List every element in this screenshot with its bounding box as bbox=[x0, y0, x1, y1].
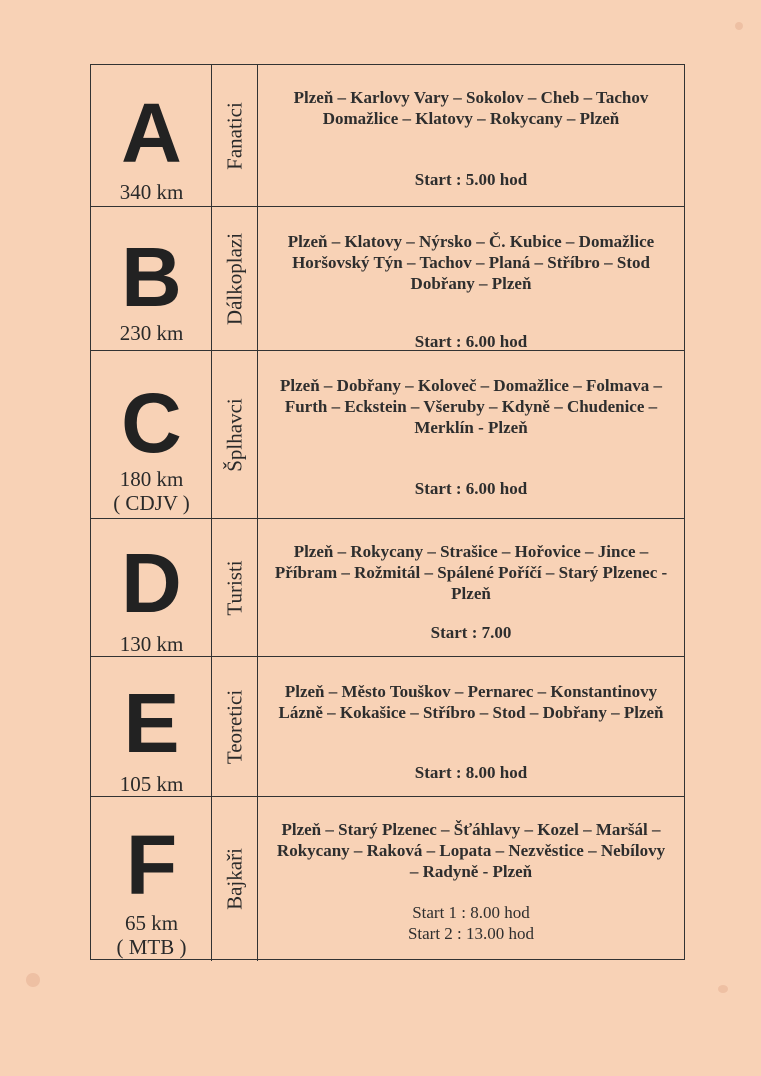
route-cell bbox=[258, 797, 684, 961]
route-letter: C bbox=[121, 376, 182, 470]
letter-cell bbox=[91, 797, 212, 961]
letter-cell bbox=[91, 657, 212, 796]
route-description: Plzeň – Klatovy – Nýrsko – Č. Kubice – Domažlice Horšovský Týn – Tachov – Planá – Stříbro – Stod Dobřany – Plzeň bbox=[287, 232, 655, 293]
route-description: Plzeň – Město Touškov – Pernarec – Konstantinovy Lázně – Kokašice – Stříbro – Stod – Dobřany – Plzeň bbox=[278, 682, 664, 722]
letter-cell bbox=[91, 207, 212, 350]
route-distance: 130 km bbox=[119, 632, 184, 656]
route-category-name: Fanatici bbox=[222, 101, 246, 170]
paper-speck bbox=[718, 985, 728, 993]
route-row-a bbox=[91, 65, 684, 207]
name-cell bbox=[212, 657, 258, 796]
route-distance-note: ( MTB ) bbox=[116, 935, 187, 959]
route-row-d bbox=[91, 519, 684, 657]
route-start-time: Start : 8.00 hod bbox=[414, 763, 528, 782]
route-description: Plzeň – Starý Plzenec – Šťáhlavy – Kozel – Maršál – Rokycany – Raková – Lopata – Nezvěstice – Nebílovy – Radyně - Plzeň bbox=[276, 820, 666, 881]
name-cell bbox=[212, 65, 258, 206]
route-row-f bbox=[91, 797, 684, 961]
route-category-name: Dálkoplazi bbox=[222, 232, 246, 325]
route-distance: 340 km bbox=[119, 180, 184, 204]
route-cell bbox=[258, 351, 684, 518]
route-description: Plzeň – Rokycany – Strašice – Hořovice – Jince – Příbram – Rožmitál – Spálené Poříčí – Starý Plzenec - Plzeň bbox=[274, 542, 668, 603]
route-distance-note: ( CDJV ) bbox=[113, 491, 190, 515]
route-start-time: Start : 5.00 hod bbox=[414, 170, 528, 189]
route-distance: 230 km bbox=[119, 321, 184, 345]
route-distance: 65 km bbox=[124, 911, 179, 935]
route-start-time: Start : 7.00 bbox=[430, 623, 512, 642]
name-cell bbox=[212, 519, 258, 656]
route-row-b bbox=[91, 207, 684, 351]
name-cell bbox=[212, 351, 258, 518]
name-cell bbox=[212, 207, 258, 350]
route-start-time-2: Start 2 : 13.00 hod bbox=[407, 924, 535, 943]
route-category-name: Turisti bbox=[222, 559, 246, 616]
route-description: Plzeň – Karlovy Vary – Sokolov – Cheb – Tachov Domažlice – Klatovy – Rokycany – Plzeň bbox=[293, 88, 649, 128]
route-distance: 105 km bbox=[119, 772, 184, 796]
route-row-e bbox=[91, 657, 684, 797]
route-start-time: Start : 6.00 hod bbox=[414, 332, 528, 351]
route-category-name: Teoretici bbox=[222, 689, 246, 764]
route-start-time-1: Start 1 : 8.00 hod bbox=[412, 903, 530, 922]
route-table bbox=[90, 64, 685, 960]
route-letter: B bbox=[121, 230, 182, 324]
route-start-time: Start : 6.00 hod bbox=[414, 479, 528, 498]
route-cell bbox=[258, 65, 684, 206]
route-letter: F bbox=[125, 818, 178, 912]
letter-cell bbox=[91, 65, 212, 206]
name-cell bbox=[212, 797, 258, 961]
route-description: Plzeň – Dobřany – Koloveč – Domažlice – Folmava – Furth – Eckstein – Všeruby – Kdyně – Chudenice – Merklín - Plzeň bbox=[280, 376, 662, 437]
paper-speck bbox=[26, 973, 40, 987]
route-cell bbox=[258, 207, 684, 350]
route-row-c bbox=[91, 351, 684, 519]
route-cell bbox=[258, 519, 684, 656]
route-cell bbox=[258, 657, 684, 796]
route-letter: A bbox=[121, 86, 182, 180]
route-distance: 180 km bbox=[119, 467, 184, 491]
route-letter: D bbox=[121, 536, 182, 630]
route-category-name: Šplhavci bbox=[222, 397, 246, 472]
route-category-name: Bajkaři bbox=[222, 848, 246, 910]
paper-speck bbox=[735, 22, 743, 30]
letter-cell bbox=[91, 351, 212, 518]
route-letter: E bbox=[123, 676, 180, 770]
letter-cell bbox=[91, 519, 212, 656]
